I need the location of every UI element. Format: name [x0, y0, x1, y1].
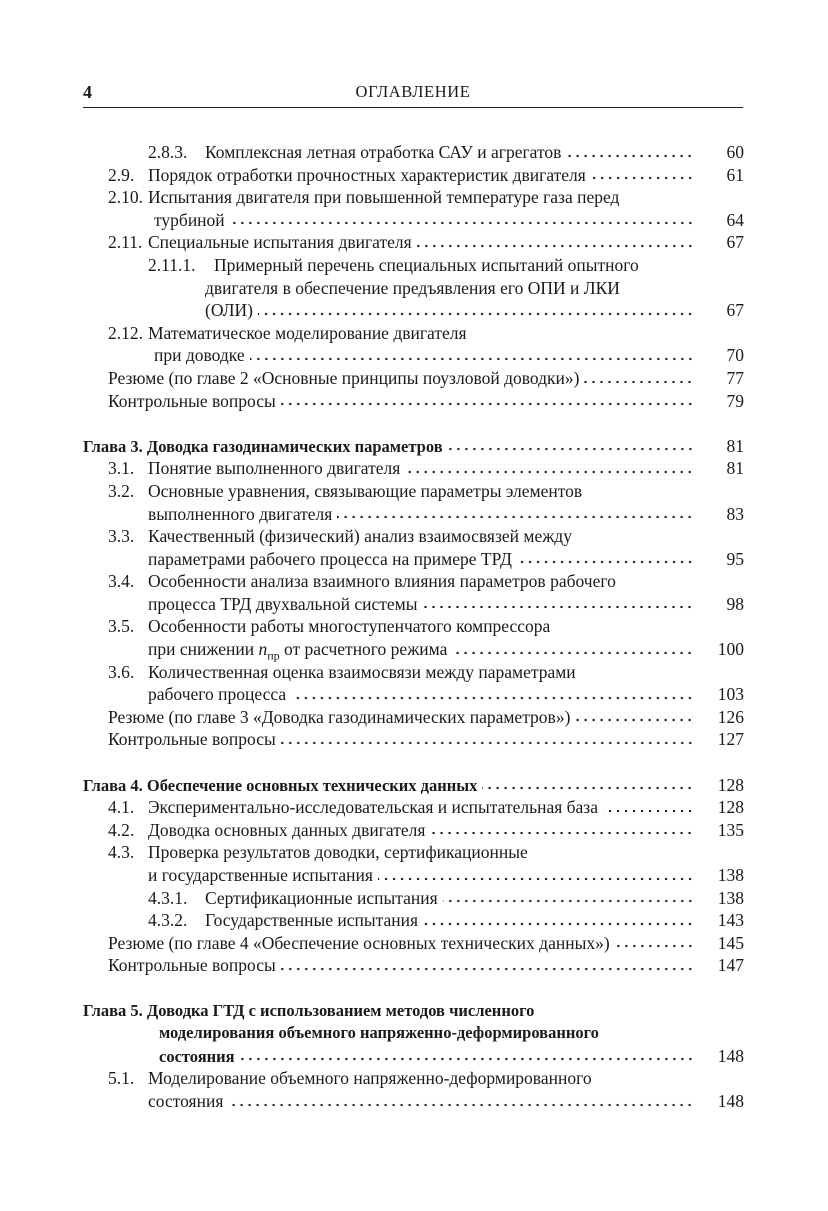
toc-entry-title-line: Доводка основных данных двигателя [148, 819, 426, 840]
toc-entry-title-line: турбиной [154, 209, 225, 230]
toc-page-number: 67 [726, 300, 744, 321]
toc-entry-title-line: Контрольные вопросы [108, 955, 276, 976]
toc-entry-number: 3.3. [108, 526, 135, 547]
dot-leader [258, 312, 694, 316]
toc-entry-number: 3.4. [108, 571, 135, 592]
toc-entry-title-line: Понятие выполненного двигателя [148, 458, 401, 479]
toc-page-number: 138 [717, 865, 744, 885]
dot-leader [250, 357, 694, 361]
dot-leader [422, 605, 694, 609]
dot-leader [452, 651, 694, 655]
page-number: 4 [83, 82, 92, 102]
toc-page-number: 79 [726, 390, 744, 411]
dot-leader [417, 244, 694, 248]
toc-page-number: 138 [717, 887, 744, 908]
toc-entry[interactable] [83, 706, 744, 729]
dot-leader [448, 447, 694, 451]
dot-leader [337, 515, 694, 519]
toc-page-number: 147 [717, 955, 744, 976]
toc-entry-title-line: Основные уравнения, связывающие параметры элементов [148, 480, 583, 501]
toc-entry-number: 4.3.1. [148, 887, 188, 908]
toc-page-number: 103 [717, 684, 744, 705]
chapter-title-line: Глава 5. Доводка ГТД с использованием методов численного [83, 1000, 535, 1020]
toc-entry-title-line: рабочего процесса [148, 684, 287, 705]
dot-leader [240, 1057, 694, 1061]
toc-entry-number: 5.1. [108, 1068, 135, 1089]
dot-leader [405, 470, 694, 474]
toc-page-number: 128 [717, 797, 744, 818]
toc-page-number: 83 [726, 503, 744, 524]
toc-entry-title-line: при доводке [154, 345, 245, 366]
toc-entry[interactable] [83, 796, 744, 819]
toc-entry-title-line: (ОЛИ) [205, 300, 253, 321]
section-gap [83, 977, 744, 1000]
running-header-title: ОГЛАВЛЕНИЕ [355, 82, 471, 101]
toc-entry[interactable] [83, 457, 744, 480]
dot-leader [281, 402, 694, 406]
toc-entry-number: 3.1. [108, 458, 135, 479]
toc-page-number: 128 [717, 774, 744, 795]
dot-leader [615, 944, 694, 948]
toc-entry[interactable] [83, 480, 744, 525]
toc-chapter-entry[interactable] [83, 1000, 744, 1068]
toc-page-number: 81 [726, 458, 744, 479]
toc-page-number: 126 [717, 706, 744, 727]
toc-entry-title-line: выполненного двигателя [148, 503, 333, 524]
toc-chapter-entry[interactable] [83, 774, 744, 797]
toc-entry-title-line: двигателя в обеспечение предъявления его ОПИ и ЛКИ [205, 277, 620, 298]
toc-entry[interactable] [83, 367, 744, 390]
toc-entry[interactable] [83, 570, 744, 615]
toc-page-number: 148 [717, 1045, 744, 1066]
toc-entry-title-line: Специальные испытания двигателя [148, 232, 412, 253]
toc-entry-title-line: Сертификационные испытания [205, 887, 438, 908]
dot-leader [228, 1103, 694, 1107]
toc-page-number: 70 [726, 345, 744, 366]
toc-entry-number: 3.2. [108, 480, 135, 501]
toc-entry[interactable] [83, 887, 744, 910]
dot-leader [378, 877, 694, 881]
dot-leader [291, 696, 694, 700]
toc-entry-number: 4.1. [108, 797, 135, 818]
toc-page-number: 64 [726, 209, 744, 230]
toc-entry-number: 2.12. [108, 322, 143, 343]
toc-entry-title-line: Количественная оценка взаимосвязи между параметрами [148, 661, 576, 682]
toc-entry-number: 4.3.2. [148, 910, 188, 931]
toc-entry[interactable] [83, 932, 744, 955]
toc-entry-number: 2.9. [108, 164, 135, 185]
toc-entry-title-line: Резюме (по главе 3 «Доводка газодинамических параметров») [108, 706, 571, 727]
toc-entry-title-line: Качественный (физический) анализ взаимосвязей между [148, 526, 572, 547]
dot-leader [517, 560, 694, 564]
toc-entry[interactable] [83, 615, 744, 663]
toc-entry-title-line: процесса ТРД двухвальной системы [148, 593, 418, 614]
toc-entry[interactable] [83, 525, 744, 570]
toc-entry[interactable] [83, 186, 744, 231]
toc-entry[interactable] [83, 661, 744, 706]
toc-entry-title-line: состояния [148, 1090, 224, 1111]
toc-entry-title-line: Порядок отработки прочностных характеристик двигателя [148, 164, 586, 185]
dot-leader [566, 154, 694, 158]
toc-entry-number: 2.8.3. [148, 142, 188, 162]
toc-entry-title-line: Математическое моделирование двигателя [148, 322, 467, 343]
toc-page-number: 67 [726, 232, 744, 253]
toc-entry-number: 2.11.1. [148, 254, 196, 275]
dot-leader [281, 967, 694, 971]
toc-entry[interactable] [83, 390, 744, 413]
toc-page-number: 145 [717, 932, 744, 953]
toc-entry-number: 4.2. [108, 819, 135, 840]
toc-entry[interactable] [83, 728, 744, 751]
chapter-title-line: Глава 3. Доводка газодинамических параметров [83, 436, 443, 456]
toc-page-number: 98 [726, 593, 744, 614]
section-gap [83, 412, 744, 435]
toc-entry[interactable] [83, 164, 744, 187]
section-gap [83, 751, 744, 774]
toc-chapter-entry[interactable] [83, 435, 744, 458]
toc-page-number: 100 [717, 639, 744, 660]
dot-leader [575, 718, 694, 722]
toc-entry-title-line: Резюме (по главе 4 «Обеспечение основных технических данных») [108, 932, 610, 953]
toc-page-number: 95 [726, 548, 744, 569]
toc-page-number: 81 [726, 435, 744, 456]
toc-entry-title-line: параметрами рабочего процесса на примере ТРД [148, 548, 512, 569]
toc-entry-number: 3.5. [108, 616, 135, 637]
toc-entry[interactable] [83, 819, 744, 842]
toc-page-number: 143 [717, 910, 744, 931]
chapter-title-line: состояния [159, 1046, 235, 1066]
toc-entry[interactable] [83, 1067, 744, 1112]
toc-entry-title-line: Моделирование объемного напряженно-деформированного [148, 1068, 592, 1089]
dot-leader [482, 786, 694, 790]
toc-entry-title-line: Проверка результатов доводки, сертификационные [148, 842, 528, 863]
toc-entry-title-line: Экспериментально-исследовательская и испытательная база [148, 797, 598, 818]
toc-entry[interactable] [83, 322, 744, 367]
dot-leader [423, 922, 694, 926]
toc-entry[interactable] [83, 954, 744, 977]
toc-entry-title-line: Резюме (по главе 2 «Основные принципы поузловой доводки») [108, 367, 580, 388]
toc-page-number: 135 [717, 819, 744, 840]
toc-entry-number: 3.6. [108, 661, 135, 682]
toc-entry[interactable] [83, 841, 744, 886]
dot-leader [281, 741, 694, 745]
toc-entry-title-line: Комплексная летная отработка САУ и агрегатов [205, 142, 562, 162]
toc-page-number: 148 [717, 1090, 744, 1111]
dot-leader [443, 899, 694, 903]
dot-leader [430, 831, 694, 835]
dot-leader [230, 221, 694, 225]
toc-entry-title-line: Особенности анализа взаимного влияния параметров рабочего [148, 571, 616, 592]
toc-page-number: 127 [717, 729, 744, 750]
toc-entry[interactable] [83, 909, 744, 932]
toc-entry-title-line: Контрольные вопросы [108, 390, 276, 411]
toc-entry[interactable] [83, 254, 744, 322]
chapter-title-line: Глава 4. Обеспечение основных технических данных [83, 775, 478, 795]
running-header [83, 81, 743, 108]
toc-page-number: 77 [726, 367, 744, 388]
table-of-contents [83, 141, 744, 1113]
toc-entry-title-line: Примерный перечень специальных испытаний опытного [214, 254, 639, 275]
toc-entry-number: 4.3. [108, 842, 135, 863]
toc-entry[interactable] [83, 231, 744, 254]
dot-leader [591, 176, 694, 180]
toc-entry-title-line: и государственные испытания [148, 865, 373, 885]
toc-entry-title-line: Особенности работы многоступенчатого компрессора [148, 616, 551, 637]
toc-entry-number: 2.10. [108, 187, 143, 208]
toc-entry-title-line: при снижении $n_{пр}$ от расчетного режима [148, 639, 448, 663]
chapter-title-line: моделирования объемного напряженно-деформированного [159, 1023, 599, 1043]
toc-page-number: 61 [726, 164, 744, 185]
toc-entry-number: 2.11. [108, 232, 143, 253]
dot-leader [584, 380, 694, 384]
toc-entry-title-line: Контрольные вопросы [108, 729, 276, 750]
toc-page-number: 60 [726, 142, 744, 162]
toc-entry[interactable] [83, 141, 744, 164]
toc-entry-title-line: Государственные испытания [205, 910, 419, 931]
dot-leader [603, 809, 694, 813]
toc-entry-title-line: Испытания двигателя при повышенной температуре газа перед [148, 187, 620, 208]
